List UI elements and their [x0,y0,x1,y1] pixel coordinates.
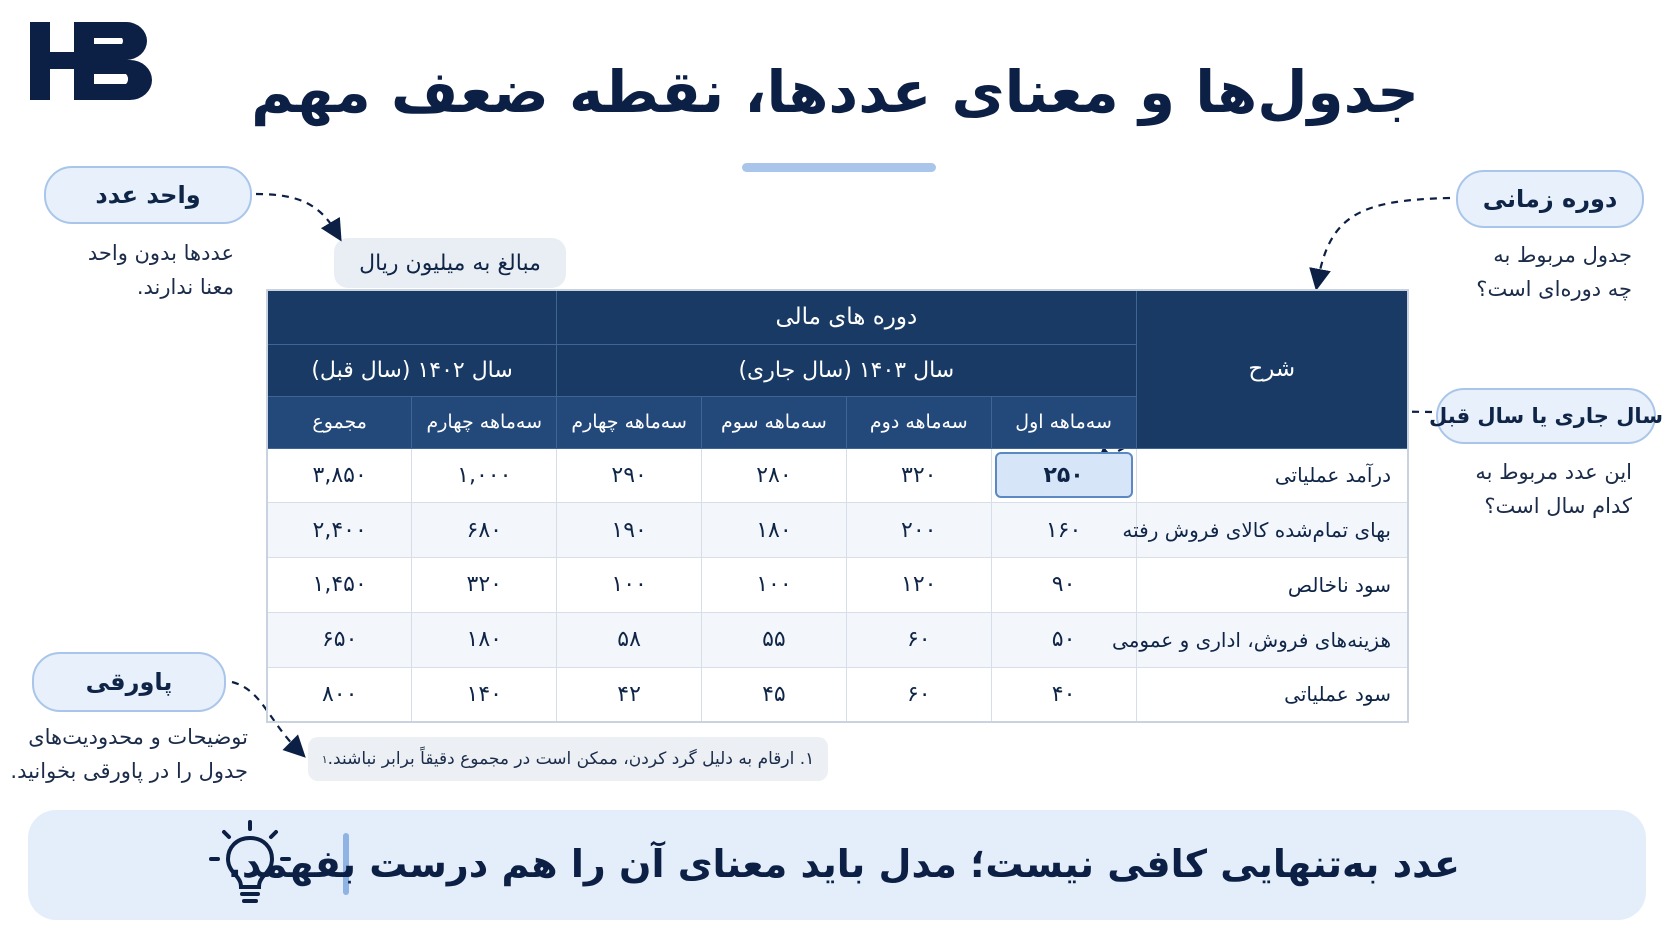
table-row [267,612,1408,667]
table-cell: ۲,۴۰۰ [267,503,412,558]
table-cell: ۱۰۰ [702,558,847,613]
row-label: هزینه‌های فروش، اداری و عمومی [1136,612,1408,667]
table-cell: ۲۹۰ [557,448,702,503]
arrow-unit [256,194,336,232]
lightbulb-icon [208,820,292,910]
unit-note: مبالغ به میلیون ریال [334,238,566,288]
table-row [267,667,1408,722]
table-cell: ۱۴۰ [412,667,557,722]
table-cell: ۳۲۰ [846,448,991,503]
table-cell: ۴۲ [557,667,702,722]
callout-period-description: جدول مربوط به چه دوره‌ای است؟ [1476,243,1632,301]
callout-unit-label: واحد عدد [44,166,252,224]
description-header: شرح [1136,290,1408,448]
table-cell: ۱۹۰ [557,503,702,558]
table-cell: ۶۰ [846,667,991,722]
table-cell: ۵۵ [702,612,847,667]
column-header: سه‌ماهه اول [991,396,1136,448]
table-cell: ۵۰ [991,612,1136,667]
footnote-text: ۱. ارقام به دلیل گرد کردن، ممکن است در مجموع دقیقاً برابر نباشند. [327,749,815,769]
footnote-mark: ۱ [321,752,328,766]
title-underline [742,163,936,172]
table-cell: ۹۰ [991,558,1136,613]
table-row [267,558,1408,613]
callout-year-label: سال جاری یا سال قبل [1436,388,1656,444]
table-cell: ۱,۴۵۰ [267,558,412,613]
table-cell: ۶۵۰ [267,612,412,667]
column-header: مجموع [267,396,412,448]
table-cell: ۵۸ [557,612,702,667]
table-cell: ۸۰۰ [267,667,412,722]
table-cell: ۴۵ [702,667,847,722]
highlighted-value: ۲۵۰ [995,452,1133,498]
table-cell: ۱۲۰ [846,558,991,613]
table-cell: ۳,۸۵۰ [267,448,412,503]
table-row [267,503,1408,558]
table-cell: ۶۸۰ [412,503,557,558]
callout-year-description: این عدد مربوط به کدام سال است؟ [1475,460,1632,518]
callout-period-label: دوره زمانی [1456,170,1644,228]
row-label: سود ناخالص [1136,558,1408,613]
column-header: سه‌ماهه چهارم [557,396,702,448]
table-cell: ۶۰ [846,612,991,667]
callout-footnote-label: پاورقی [32,652,226,712]
row-label: بهای تمام‌شده کالای فروش رفته [1136,503,1408,558]
financial-table [266,289,1409,723]
hb-logo [30,22,155,100]
column-header: سه‌ماهه سوم [702,396,847,448]
current-year-header: سال ۱۴۰۳ (سال جاری) [557,344,1136,396]
page-title: جدول‌ها و معنای عددها، نقطه ضعف مهم [251,58,1419,126]
highlighted-cell [991,448,1136,503]
column-header: سه‌ماهه دوم [846,396,991,448]
table-cell: ۱۸۰ [412,612,557,667]
table-cell: ۴۰ [991,667,1136,722]
previous-year-header: سال ۱۴۰۲ (سال قبل) [267,344,557,396]
table-row [267,448,1408,503]
table-cell: ۱۰۰ [557,558,702,613]
table-cell: ۱۶۰ [991,503,1136,558]
callout-footnote-description: توضیحات و محدودیت‌های جدول را در پاورقی بخوانید. [10,725,248,783]
banner-text: عدد به‌تنهایی کافی نیست؛ مدل باید معنای آن را هم درست بفهمد. [227,842,1460,886]
column-header: سه‌ماهه چهارم [412,396,557,448]
table-cell: ۲۰۰ [846,503,991,558]
periods-header-blank [267,290,557,344]
footnote [308,737,828,781]
periods-header: دوره های مالی [557,290,1136,344]
row-label: سود عملیاتی [1136,667,1408,722]
table-cell: ۲۸۰ [702,448,847,503]
arrow-period [1318,198,1450,280]
row-label: درآمد عملیاتی [1136,448,1408,503]
callout-unit-description: عددها بدون واحد معنا ندارند. [87,241,234,299]
table-cell: ۱۸۰ [702,503,847,558]
table-cell: ۳۲۰ [412,558,557,613]
table-cell: ۱,۰۰۰ [412,448,557,503]
